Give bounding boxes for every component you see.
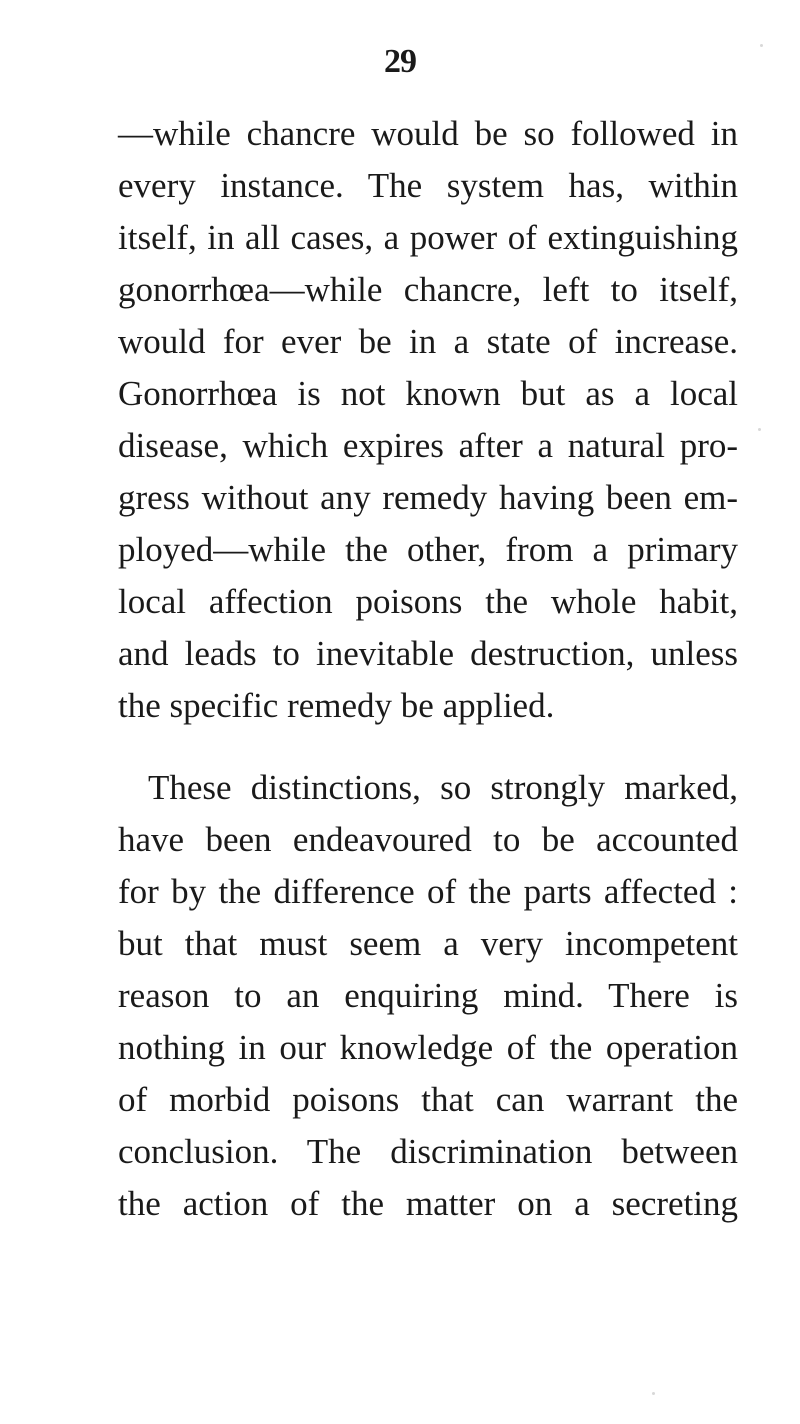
text-line: These distinctions, so strongly marked, [148, 768, 738, 807]
text-line: every instance. The system has, within [118, 166, 738, 205]
text-line: have been endeavoured to be accounted [118, 820, 738, 859]
text-line: and leads to inevitable destruction, unless [118, 634, 738, 673]
text-line: would for ever be in a state of increase. [118, 322, 738, 361]
text-line: for by the difference of the parts affected : [118, 872, 738, 911]
text-line: itself, in all cases, a power of extinguishing [118, 218, 738, 257]
text-line: but that must seem a very incompetent [118, 924, 738, 963]
text-line: the action of the matter on a secreting [118, 1184, 738, 1223]
text-line: the specific remedy be applied. [118, 686, 555, 725]
text-line: disease, which expires after a natural pro- [118, 426, 738, 465]
text-line: gress without any remedy having been em- [118, 478, 738, 517]
text-line: —while chancre would be so followed in [118, 114, 738, 153]
paper-speck [758, 428, 761, 431]
text-line: local affection poisons the whole habit, [118, 582, 738, 621]
paper-speck [652, 1392, 655, 1395]
text-line: Gonorrhœa is not known but as a local [118, 374, 738, 413]
text-line: of morbid poisons that can warrant the [118, 1080, 738, 1119]
text-line: conclusion. The discrimination between [118, 1132, 738, 1171]
text-line: ployed—while the other, from a primary [118, 530, 738, 569]
page-number: 29 [384, 43, 416, 80]
text-line: gonorrhœa—while chancre, left to itself, [118, 270, 738, 309]
paper-speck [760, 44, 763, 47]
text-line: nothing in our knowledge of the operation [118, 1028, 738, 1067]
text-line: reason to an enquiring mind. There is [118, 976, 738, 1015]
